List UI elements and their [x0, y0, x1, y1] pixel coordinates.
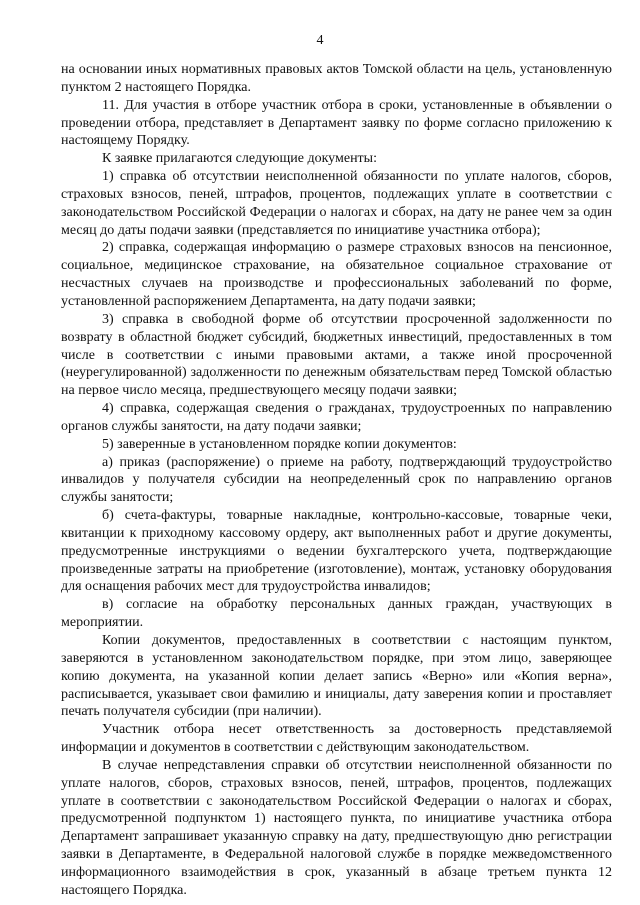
- paragraph-copies: Копии документов, предоставленных в соответствии с настоящим пунктом, заверяются в установленном законодательством порядке, при этом лицо, заверяющее копию документа, на указанной копии делает запись «Верно» или «Копия верна», расписывается, указывает свои фамилию и инициалы, дату заверения копии и проставляет печать получателя субсидии (при наличии).: [61, 633, 612, 720]
- paragraph-subitem-4: 4) справка, содержащая сведения о гражданах, трудоустроенных по направлению органов службы занятости, на дату подачи заявки;: [61, 401, 612, 434]
- paragraph-subitem-2: 2) справка, содержащая информацию о размере страховых взносов на пенсионное, социальное, медицинское страхование, на обязательное социальное страхование от несчастных случаев на производстве и профессиональных заболеваний по форме, установленной распоряжением Департамента, на дату подачи заявки;: [61, 240, 612, 309]
- paragraph-responsibility: Участник отбора несет ответственность за достоверность представляемой информации и документов в соответствии с действующим законодательством.: [61, 722, 612, 756]
- paragraph-continuation: на основании иных нормативных правовых актов Томской области на цель, установленную пунктом 2 настоящего Порядка.: [61, 62, 612, 95]
- paragraph-subitem-1: 1) справка об отсутствии неисполненной обязанности по уплате налогов, сборов, страховых взносов, пеней, штрафов, процентов, подлежащих уплате в соответствии с законодательством Российской Федерации о налогах и сборах, на дату не ранее чем за один месяц до даты подачи заявки (представляется по инициативе участника отбора);: [61, 169, 612, 238]
- paragraph-subitem-5a: а) приказ (распоряжение) о приеме на работу, подтверждающий трудоустройство инвалидов у получателя субсидии на неопределенный срок по направлению органов службы занятости;: [61, 454, 612, 506]
- document-body: [61, 61, 612, 900]
- paragraph-subitem-3: 3) справка в свободной форме об отсутствии просроченной задолженности по возврату в областной бюджет субсидий, бюджетных инвестиций, предоставленных в том числе в соответствии с иными правовыми актами, а также иной просроченной (неурегулированной) задолженности по денежным обязательствам перед Томской областью на первое число месяца, предшествующего месяцу подачи заявки;: [61, 311, 612, 399]
- paragraph-attached-documents: К заявке прилагаются следующие документы:: [102, 151, 377, 167]
- paragraph-item-11: 11. Для участия в отборе участник отбора в сроки, установленные в объявлении о проведении отбора, представляет в Департамент заявку по форме согласно приложению к настоящему Порядку.: [61, 97, 612, 149]
- paragraph-subitem-5b: б) счета-фактуры, товарные накладные, контрольно-кассовые, товарные чеки, квитанции к приходному кассовому ордеру, акт выполненных работ и другие документы, предусмотренные инструкциями о ведении бухгалтерского учета, подтверждающие произведенные затраты на приобретение (изготовление), монтаж, установку оборудования для оснащения рабочих мест для трудоустройства инвалидов;: [61, 508, 612, 595]
- paragraph-subitem-5v: в) согласие на обработку персональных данных граждан, участвующих в мероприятии.: [61, 597, 612, 631]
- page-number: 4: [316, 33, 324, 48]
- paragraph-subitem-5: 5) заверенные в установленном порядке копии документов:: [102, 436, 457, 452]
- paragraph-non-submission: В случае непредставления справки об отсутствии неисполненной обязанности по уплате налогов, сборов, страховых взносов, пеней, штрафов, процентов, подлежащих уплате в соответствии с законодательством Российской Федерации о налогах и сборах, предусмотренной подпунктом 1) настоящего пункта, по инициативе участника отбора Департамент запрашивает указанную справку на дату, предшествующую дню регистрации заявки в Департаменте, в Федеральной налоговой службе в порядке межведомственного информационного взаимодействия в срок, указанный в абзаце третьем пункта 12 настоящего Порядка.: [61, 757, 612, 898]
